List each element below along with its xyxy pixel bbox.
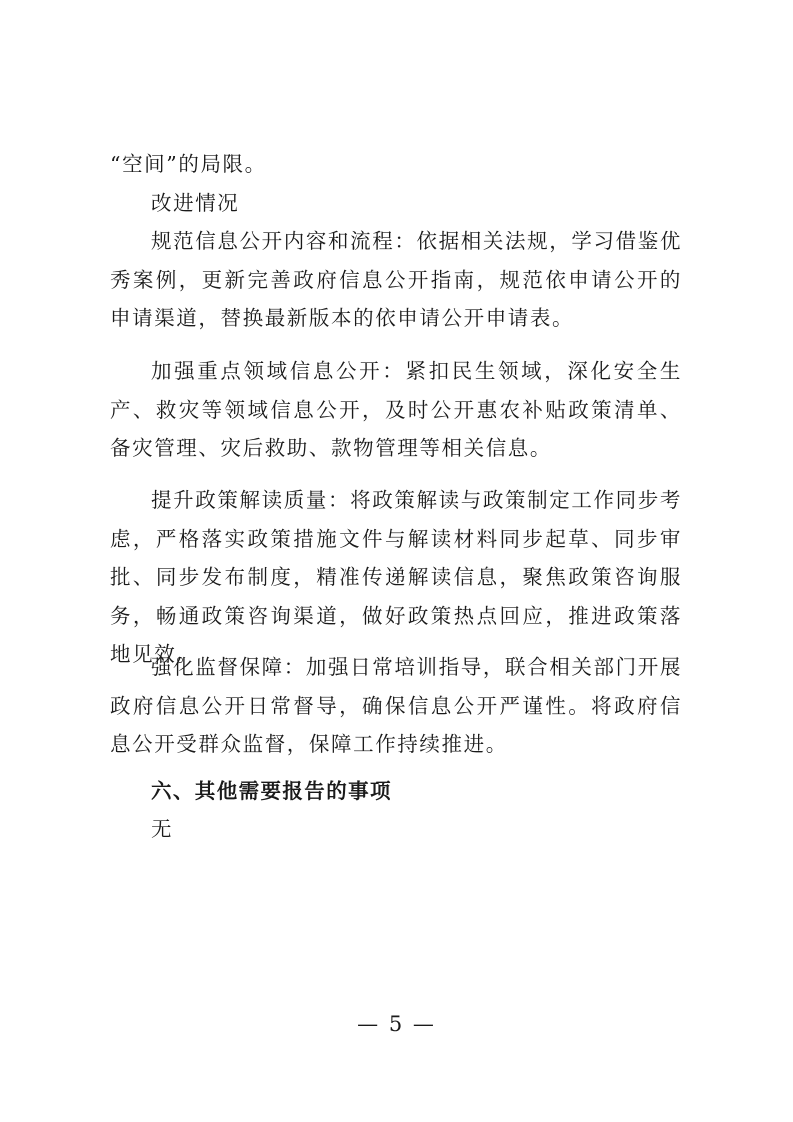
section-heading: 六、其他需要报告的事项: [151, 779, 392, 803]
page-number: — 5 —: [357, 1012, 436, 1036]
paragraph-standardize-disclosure: 规范信息公开内容和流程：依据相关法规，学习借鉴优秀案例，更新完善政府信息公开指南，规范依申请公开的申请渠道，替换最新版本的依申请公开申请表。: [110, 229, 682, 330]
paragraph-policy-interpretation: 提升政策解读质量：将政策解读与政策制定工作同步考虑，严格落实政策措施文件与解读材料同步起草、同步审批、同步发布制度，精准传递解读信息，聚焦政策咨询服务，畅通政策咨询渠道，做好政策热点回应，推进政策落地见效。: [110, 488, 682, 666]
paragraph-space-limitation: “空间”的局限。: [110, 152, 267, 176]
paragraph-key-area-disclosure: 加强重点领域信息公开：紧扣民生领域，深化安全生产、救灾等领域信息公开，及时公开惠农补贴政策清单、备灾管理、灾后救助、款物管理等相关信息。: [110, 359, 682, 460]
paragraph-improvement-label: 改进情况: [151, 191, 240, 215]
paragraph-supervision: 强化监督保障：加强日常培训指导，联合相关部门开展政府信息公开日常督导，确保信息公开严谨性。将政府信息公开受群众监督，保障工作持续推进。: [110, 655, 682, 756]
section-body: 无: [151, 817, 174, 841]
